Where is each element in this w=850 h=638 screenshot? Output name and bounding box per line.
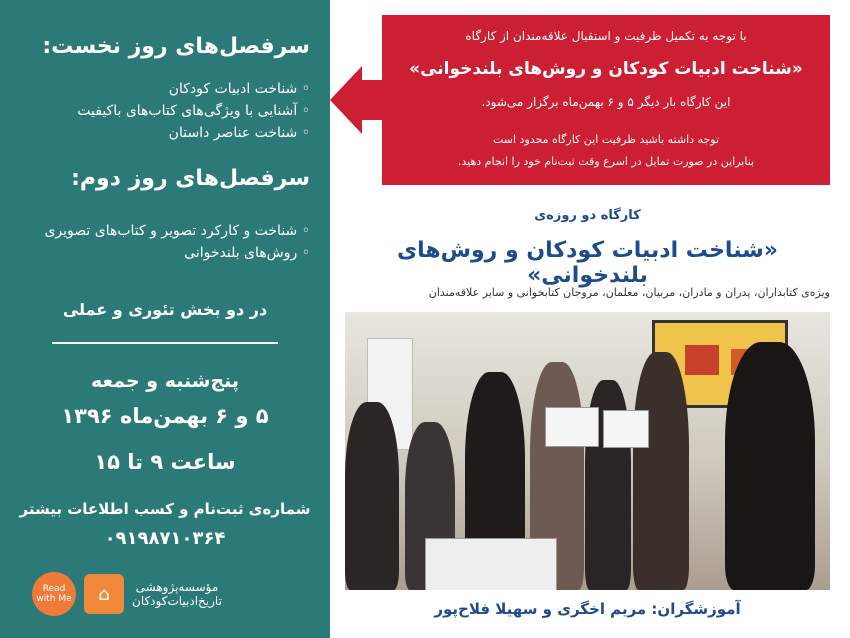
days-text: پنج‌شنبه و جمعه [90,370,240,392]
drawing-sheet [425,538,557,590]
phone-number[interactable]: ۰۹۱۹۸۷۱۰۳۶۴ [104,528,226,549]
institute-logo-text: مؤسسه‌پژوهشی تاریخ‌ادبیات‌کودکان [132,580,222,608]
workshop-kind: کارگاه دو روزه‌ی [534,208,641,223]
list-item: ◦ آشنایی با ویژگی‌های کتاب‌های باکیفیت [77,100,310,122]
person [725,342,815,590]
day2-heading: سرفصل‌های روز دوم: [71,166,310,191]
arrow-tail [360,80,384,120]
notice-line: با توجه به تکمیل ظرفیت و استقبال علاقه‌مندان از کارگاه [465,29,747,43]
workshop-photo [345,312,830,590]
read-with-me-logo: Read with Me [32,572,76,616]
divider [52,342,278,344]
picture-sheet [545,407,599,447]
list-item: ◦ شناخت و کارکرد تصویر و کتاب‌های تصویری [44,220,310,242]
notice-line: توجه داشته باشید ظرفیت این کارگاه محدود است [492,133,720,146]
person [345,402,399,590]
workshop-name: «شناخت ادبیات کودکان و روش‌های بلندخوانی» [396,238,779,288]
day1-list [77,78,310,144]
workshop-audience: ویژه‌ی کتابداران، پدران و مادران، مربیان، معلمان، مروجان کتابخوانی و سایر علاقه‌مندان [428,286,830,299]
arrow-left-icon [330,66,362,134]
notice-title: «شناخت ادبیات کودکان و روش‌های بلندخوانی» [409,59,803,79]
palm-tree-icon: ⌂ [84,574,124,614]
day1-heading: سرفصل‌های روز نخست: [42,34,310,59]
logos [32,572,222,616]
notice-line: بنابراین در صورت تمایل در اسرع وقت ثبت‌نام خود را انجام دهید. [457,155,755,168]
list-item: ◦ شناخت عناصر داستان [77,122,310,144]
instructors: آموزشگران: مریم اخگری و سهیلا فلاح‌پور [434,600,741,618]
picture-sheet [603,410,649,448]
contact-label: شماره‌ی ثبت‌نام و کسب اطلاعات بیشتر [19,500,311,518]
notice-box [382,15,830,185]
person [633,352,689,590]
time-text: ساعت ۹ تا ۱۵ [94,450,236,474]
schedule-panel [0,0,330,638]
day2-list [44,220,310,264]
list-item: ◦ شناخت ادبیات کودکان [77,78,310,100]
notice-line: این کارگاه بار دیگر ۵ و ۶ بهمن‌ماه برگزار می‌شود. [481,95,731,109]
list-item: ◦ روش‌های بلندخوانی [44,242,310,264]
date-text: ۵ و ۶ بهمن‌ماه ۱۳۹۶ [61,404,269,428]
format-text: در دو بخش تئوری و عملی [62,300,268,319]
